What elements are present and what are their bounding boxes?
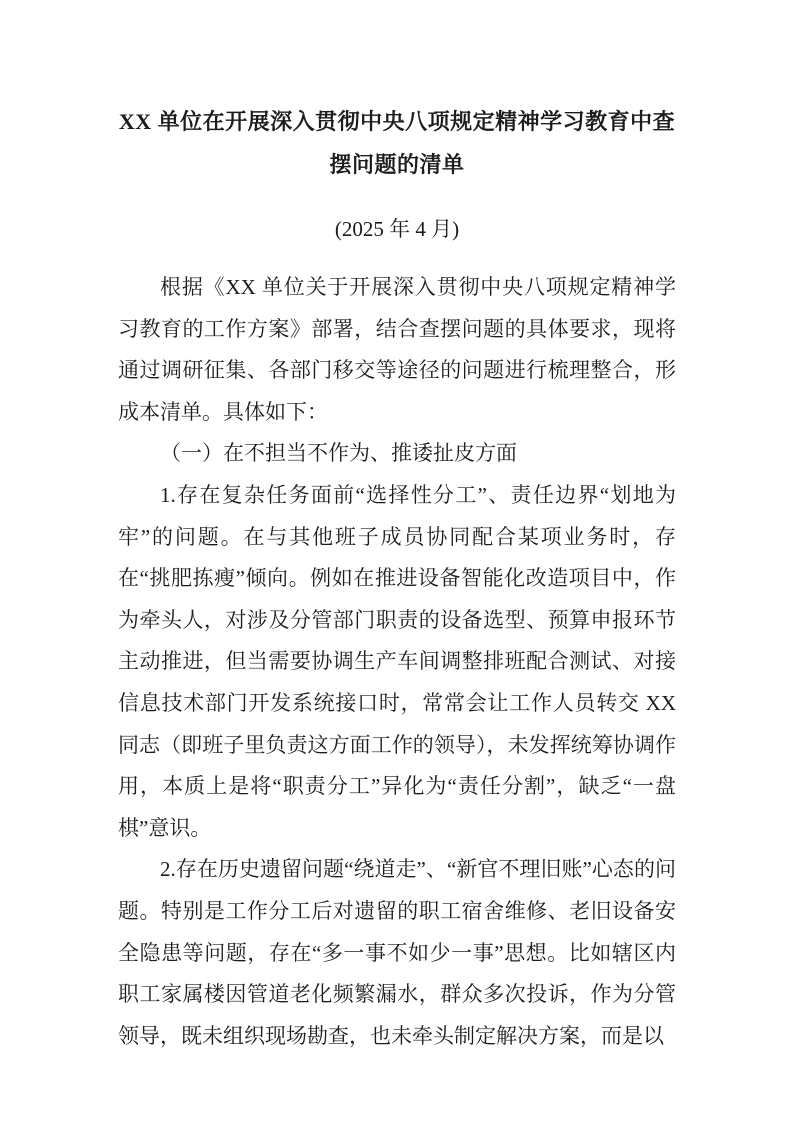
problem-item-2: 2.存在历史遗留问题“绕道走”、“新官不理旧账”心态的问题。特别是工作分工后对遗留的职工宿舍维修、老旧设备安全隐患等问题，存在“多一事不如少一事”思想。比如辖区内职工家属楼因管道老化频繁漏水，群众多次投诉，作为分管领导，既未组织现场勘查，也未牵头制定解决方案，而是以 [118, 857, 676, 1048]
document-date: (2025 年 4 月) [334, 217, 460, 241]
document-body [118, 267, 676, 1057]
section-heading-1: （一）在不担当不作为、推诿扯皮方面 [160, 441, 517, 466]
document-title: XX 单位在开展深入贯彻中央八项规定精神学习教育中查摆问题的清单 [118, 109, 676, 177]
problem-item-1: 1.存在复杂任务面前“选择性分工”、责任边界“划地为牢”的问题。在与其他班子成员协同配合某项业务时，存在“挑肥拣瘦”倾向。例如在推进设备智能化改造项目中，作为牵头人，对涉及分管部门职责的设备选型、预算申报环节主动推进，但当需要协调生产车间调整排班配合测试、对接信息技术部门开发系统接口时，常常会让工作人员转交 XX 同志（即班子里负责这方面工作的领导），未发挥统筹协调作用，本质上是将“职责分工”异化为“责任分割”，缺乏“一盘棋”意识。 [118, 482, 676, 840]
intro-paragraph: 根据《XX 单位关于开展深入贯彻中央八项规定精神学习教育的工作方案》部署，结合查摆问题的具体要求，现将通过调研征集、各部门移交等途径的问题进行梳理整合，形成本清单。具体如下： [118, 275, 676, 424]
